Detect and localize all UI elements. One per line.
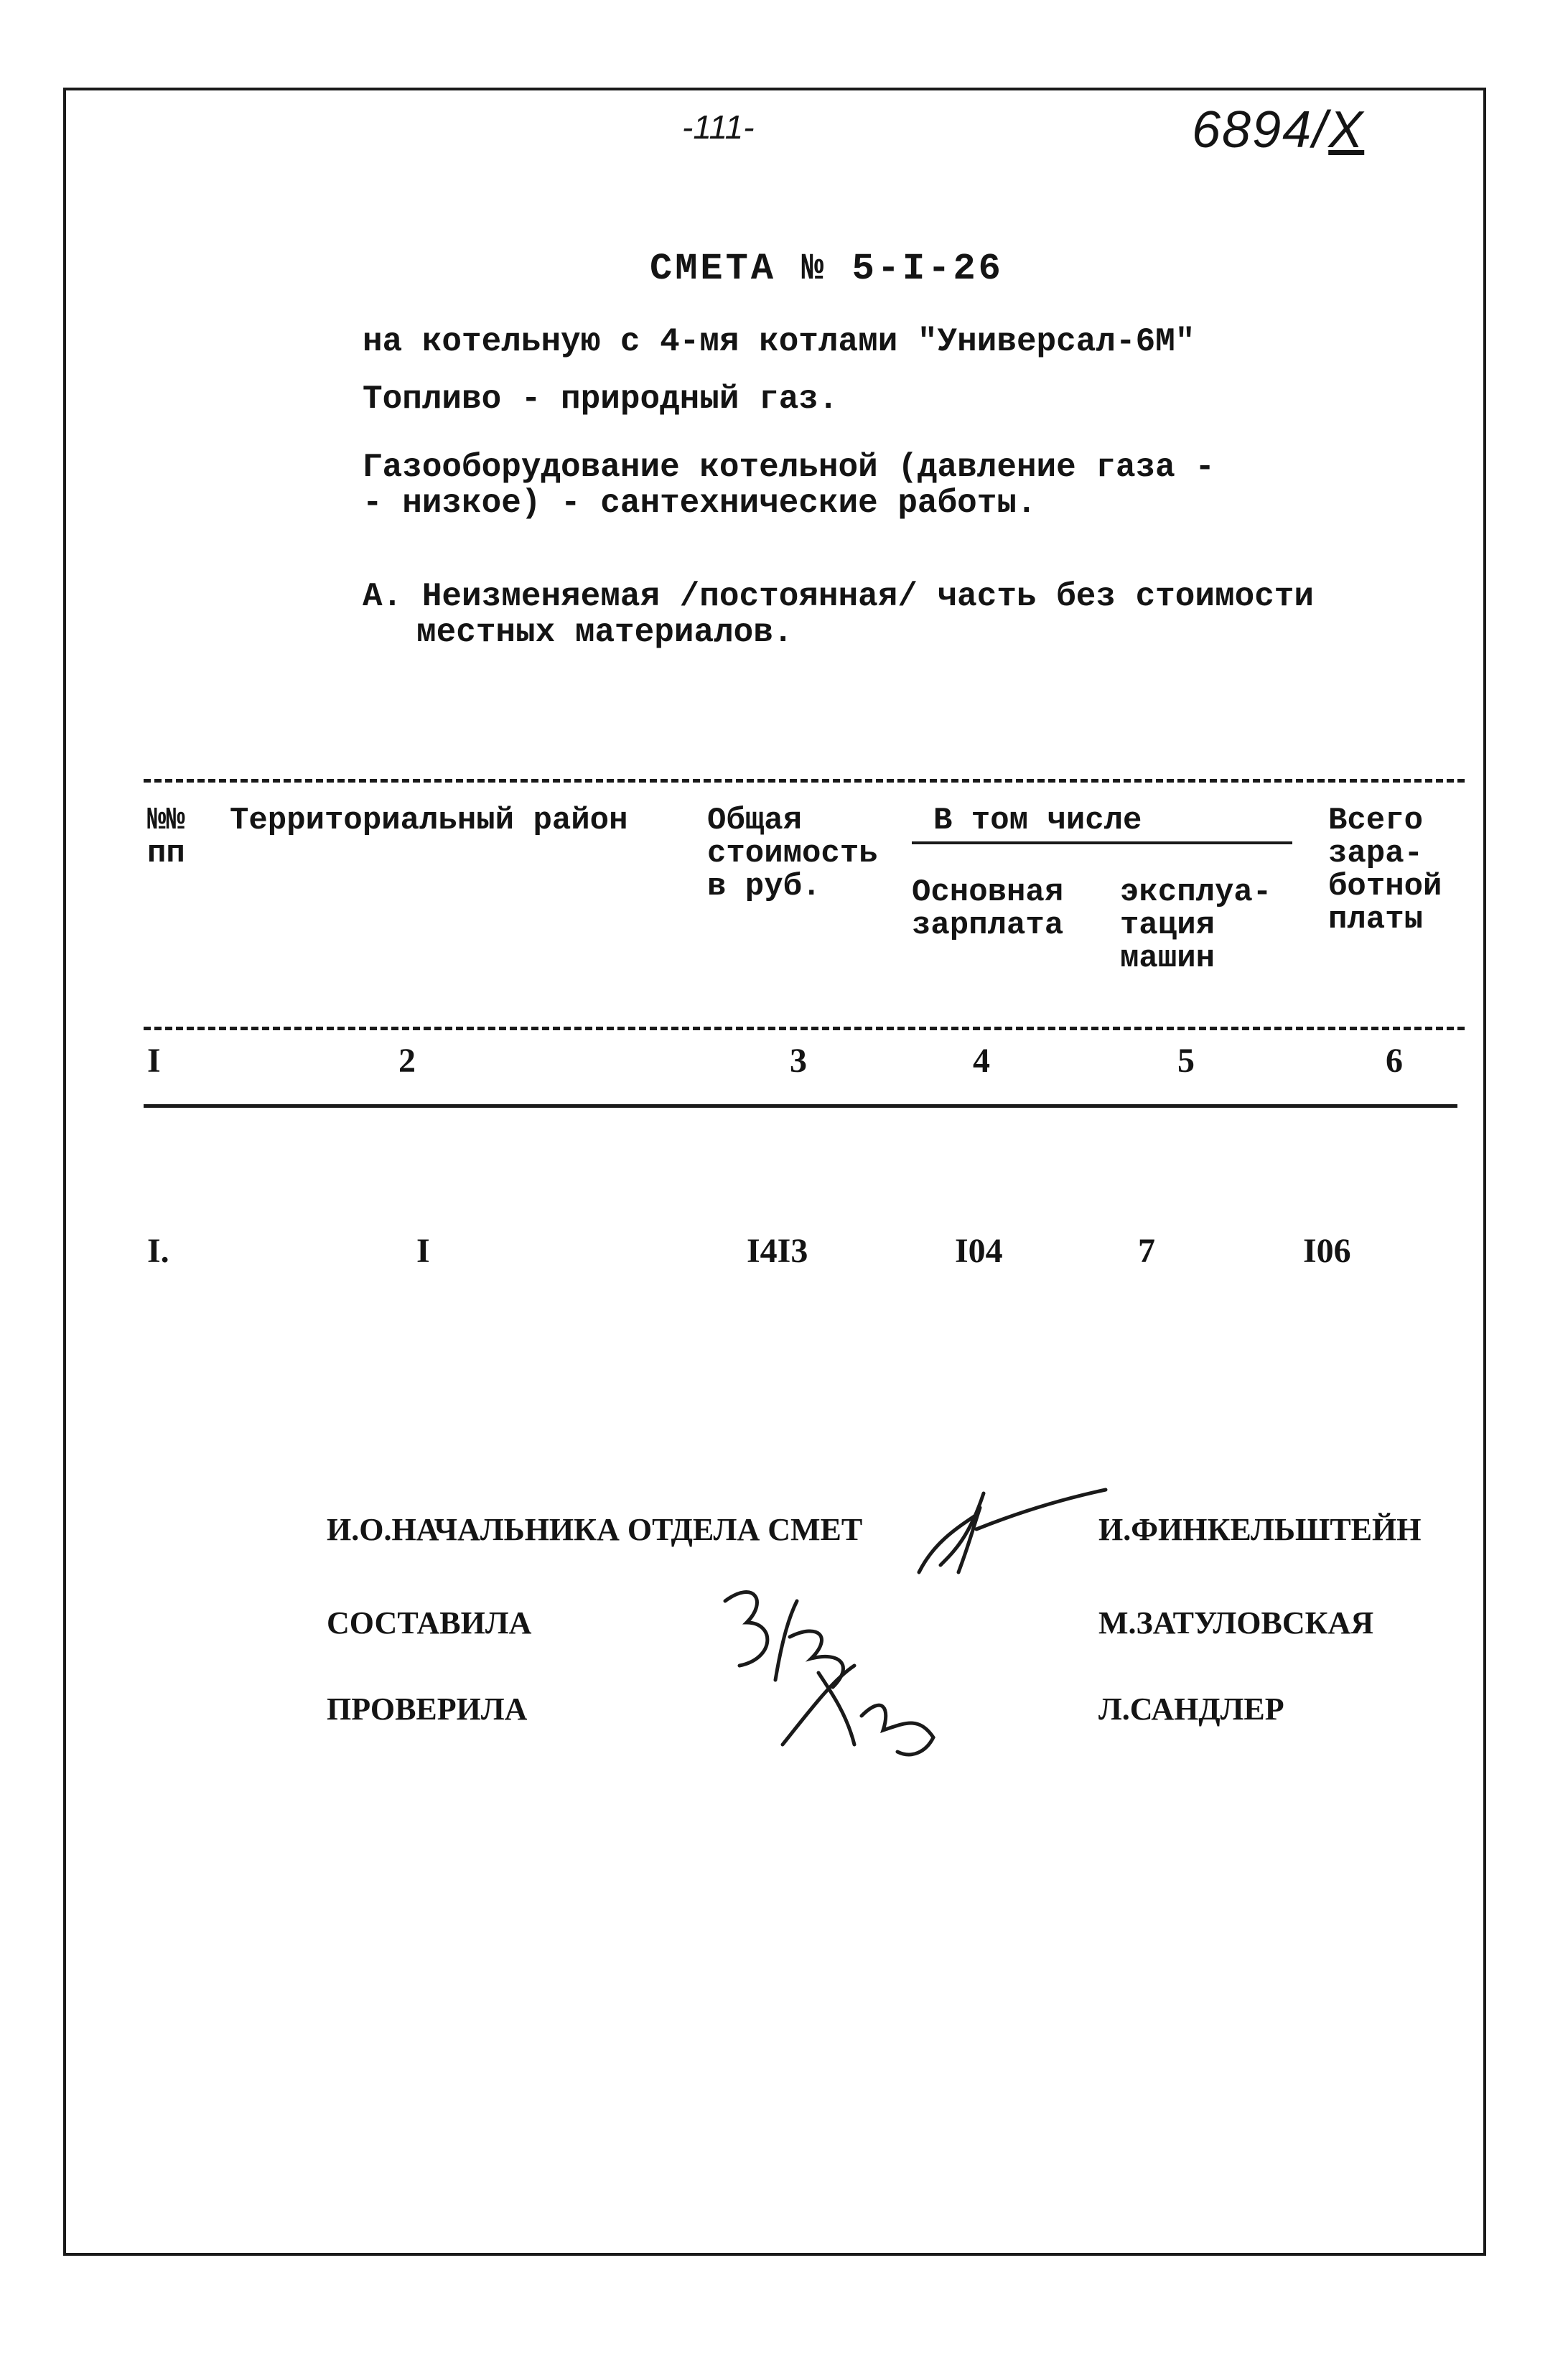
signature-role-2: СОСТАВИЛА	[327, 1605, 532, 1640]
header-bottom-rule	[144, 1027, 1465, 1030]
row-1-number: I.	[147, 1232, 169, 1270]
column-number-4: 4	[973, 1042, 990, 1080]
column-number-1: I	[147, 1042, 161, 1080]
header-col-machines: эксплуа- тация машин	[1120, 874, 1272, 976]
header-group-including: В том числе	[933, 803, 1142, 839]
part-a-line-1: А. Неизменяемая /постоянная/ часть без стоимости	[363, 578, 1315, 615]
header-col-number: №№ пп	[147, 803, 185, 872]
document-title: СМЕТА № 5-I-26	[650, 248, 1004, 290]
signature-name-2: М.ЗАТУЛОВСКАЯ	[1098, 1605, 1374, 1640]
header-col-total-cost: Общая стоимость в руб.	[707, 803, 878, 905]
row-1-total-salary: I06	[1303, 1232, 1351, 1270]
handwritten-signature-2	[711, 1572, 955, 1766]
signature-name-3: Л.САНДЛЕР	[1098, 1691, 1284, 1727]
page-number: -111-	[682, 108, 755, 146]
row-1-machines: 7	[1138, 1232, 1155, 1270]
header-col-salary: Основная зарплата	[912, 874, 1064, 943]
column-numbers-bottom-rule	[144, 1104, 1457, 1108]
document-code-suffix: X	[1328, 101, 1365, 159]
row-1-salary: I04	[955, 1232, 1003, 1270]
table-top-rule	[144, 779, 1465, 783]
signature-name-1: И.ФИНКЕЛЬШТЕЙН	[1098, 1512, 1422, 1547]
document-code	[1192, 101, 1364, 159]
row-1-total-cost: I4I3	[747, 1232, 808, 1270]
column-number-5: 5	[1177, 1042, 1195, 1080]
description-line-3: Газооборудование котельной (давление газа -	[363, 449, 1215, 486]
description-line-1: на котельную с 4-мя котлами "Универсал-6М"	[363, 323, 1195, 360]
header-col-district: Территориальный район	[230, 803, 628, 839]
signature-role-3: ПРОВЕРИЛА	[327, 1691, 528, 1727]
document-code-main: 6894/	[1192, 101, 1329, 159]
header-group-underline	[912, 841, 1292, 844]
column-number-6: 6	[1386, 1042, 1403, 1080]
column-number-3: 3	[790, 1042, 807, 1080]
column-number-2: 2	[398, 1042, 416, 1080]
row-1-district: I	[416, 1232, 430, 1270]
description-line-4: - низкое) - сантехнические работы.	[363, 485, 1037, 522]
part-a-line-2: местных материалов.	[416, 614, 793, 651]
header-col-total-salary: Всего зара- ботной платы	[1328, 803, 1442, 938]
signature-role-1: И.О.НАЧАЛЬНИКА ОТДЕЛА СМЕТ	[327, 1512, 863, 1547]
description-line-2: Топливо - природный газ.	[363, 381, 839, 418]
